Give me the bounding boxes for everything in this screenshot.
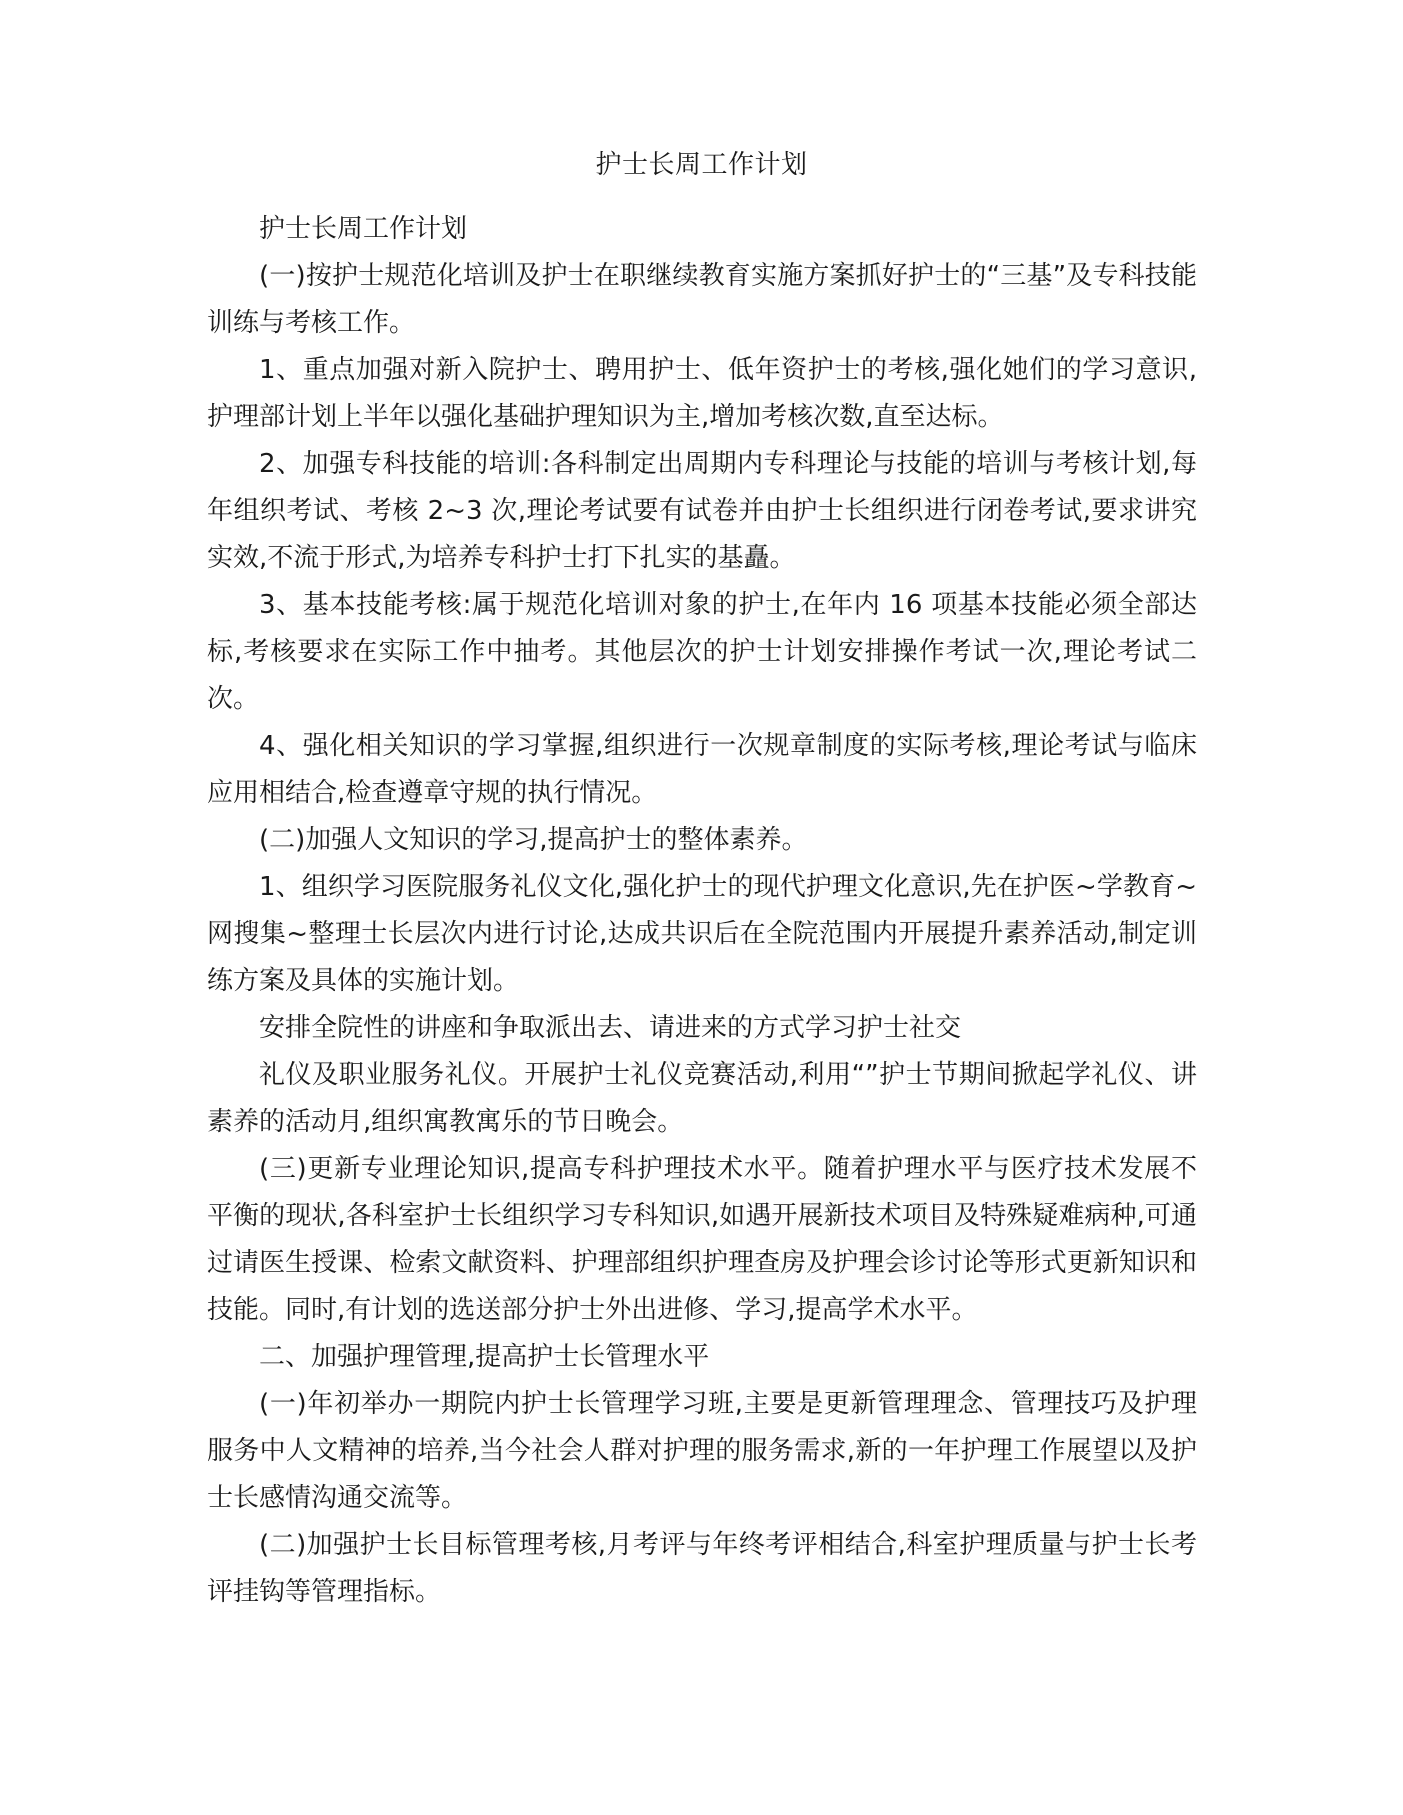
- document-body: [207, 206, 1197, 1616]
- paragraph-section-2: (二)加强人文知识的学习,提高护士的整体素养。: [259, 825, 808, 855]
- paragraph-item-1: 1、重点加强对新入院护士、聘用护士、低年资护士的考核,强化她们的学习意识,护理部计划上半年以强化基础护理知识为主,增加考核次数,直至达标。: [207, 355, 1197, 432]
- paragraph-lecture: 安排全院性的讲座和争取派出去、请进来的方式学习护士社交: [259, 1013, 962, 1043]
- paragraph-item-2-1: 1、组织学习医院服务礼仪文化,强化护士的现代护理文化意识,先在护医~学教育~网搜集~整理士长层次内进行讨论,达成共识后在全院范围内开展提升素养活动,制定训练方案及具体的实施计划。: [207, 872, 1197, 996]
- paragraph-item-3: 3、基本技能考核:属于规范化培训对象的护士,在年内 16 项基本技能必须全部达标,考核要求在实际工作中抽考。其他层次的护士计划安排操作考试一次,理论考试二次。: [207, 590, 1197, 714]
- paragraph-mgmt-1: (一)年初举办一期院内护士长管理学习班,主要是更新管理理念、管理技巧及护理服务中人文精神的培养,当今社会人群对护理的服务需求,新的一年护理工作展望以及护士长感情沟通交流等。: [207, 1389, 1197, 1513]
- paragraph-section-1: (一)按护士规范化培训及护士在职继续教育实施方案抓好护士的“三基”及专科技能训练与考核工作。: [207, 261, 1197, 338]
- paragraph-etiquette: 礼仪及职业服务礼仪。开展护士礼仪竞赛活动,利用“”护士节期间掀起学礼仪、讲素养的活动月,组织寓教寓乐的节日晚会。: [207, 1060, 1197, 1137]
- paragraph-section-3: (三)更新专业理论知识,提高专科护理技术水平。随着护理水平与医疗技术发展不平衡的现状,各科室护士长组织学习专科知识,如遇开展新技术项目及特殊疑难病种,可通过请医生授课、检索文献资料、护理部组织护理查房及护理会诊讨论等形式更新知识和技能。同时,有计划的选送部分护士外出进修、学习,提高学术水平。: [207, 1154, 1197, 1325]
- paragraph-subtitle: 护士长周工作计划: [259, 214, 468, 244]
- document-title: 护士长周工作计划: [595, 150, 808, 180]
- paragraph-heading-two: 二、加强护理管理,提高护士长管理水平: [259, 1342, 710, 1372]
- paragraph-mgmt-2: (二)加强护士长目标管理考核,月考评与年终考评相结合,科室护理质量与护士长考评挂钩等管理指标。: [207, 1530, 1197, 1607]
- paragraph-item-2: 2、加强专科技能的培训:各科制定出周期内专科理论与技能的培训与考核计划,每年组织考试、考核 2~3 次,理论考试要有试卷并由护士长组织进行闭卷考试,要求讲究实效,不流于形式,为培养专科护士打下扎实的基矗。: [207, 449, 1197, 573]
- paragraph-item-4: 4、强化相关知识的学习掌握,组织进行一次规章制度的实际考核,理论考试与临床应用相结合,检查遵章守规的执行情况。: [207, 731, 1197, 808]
